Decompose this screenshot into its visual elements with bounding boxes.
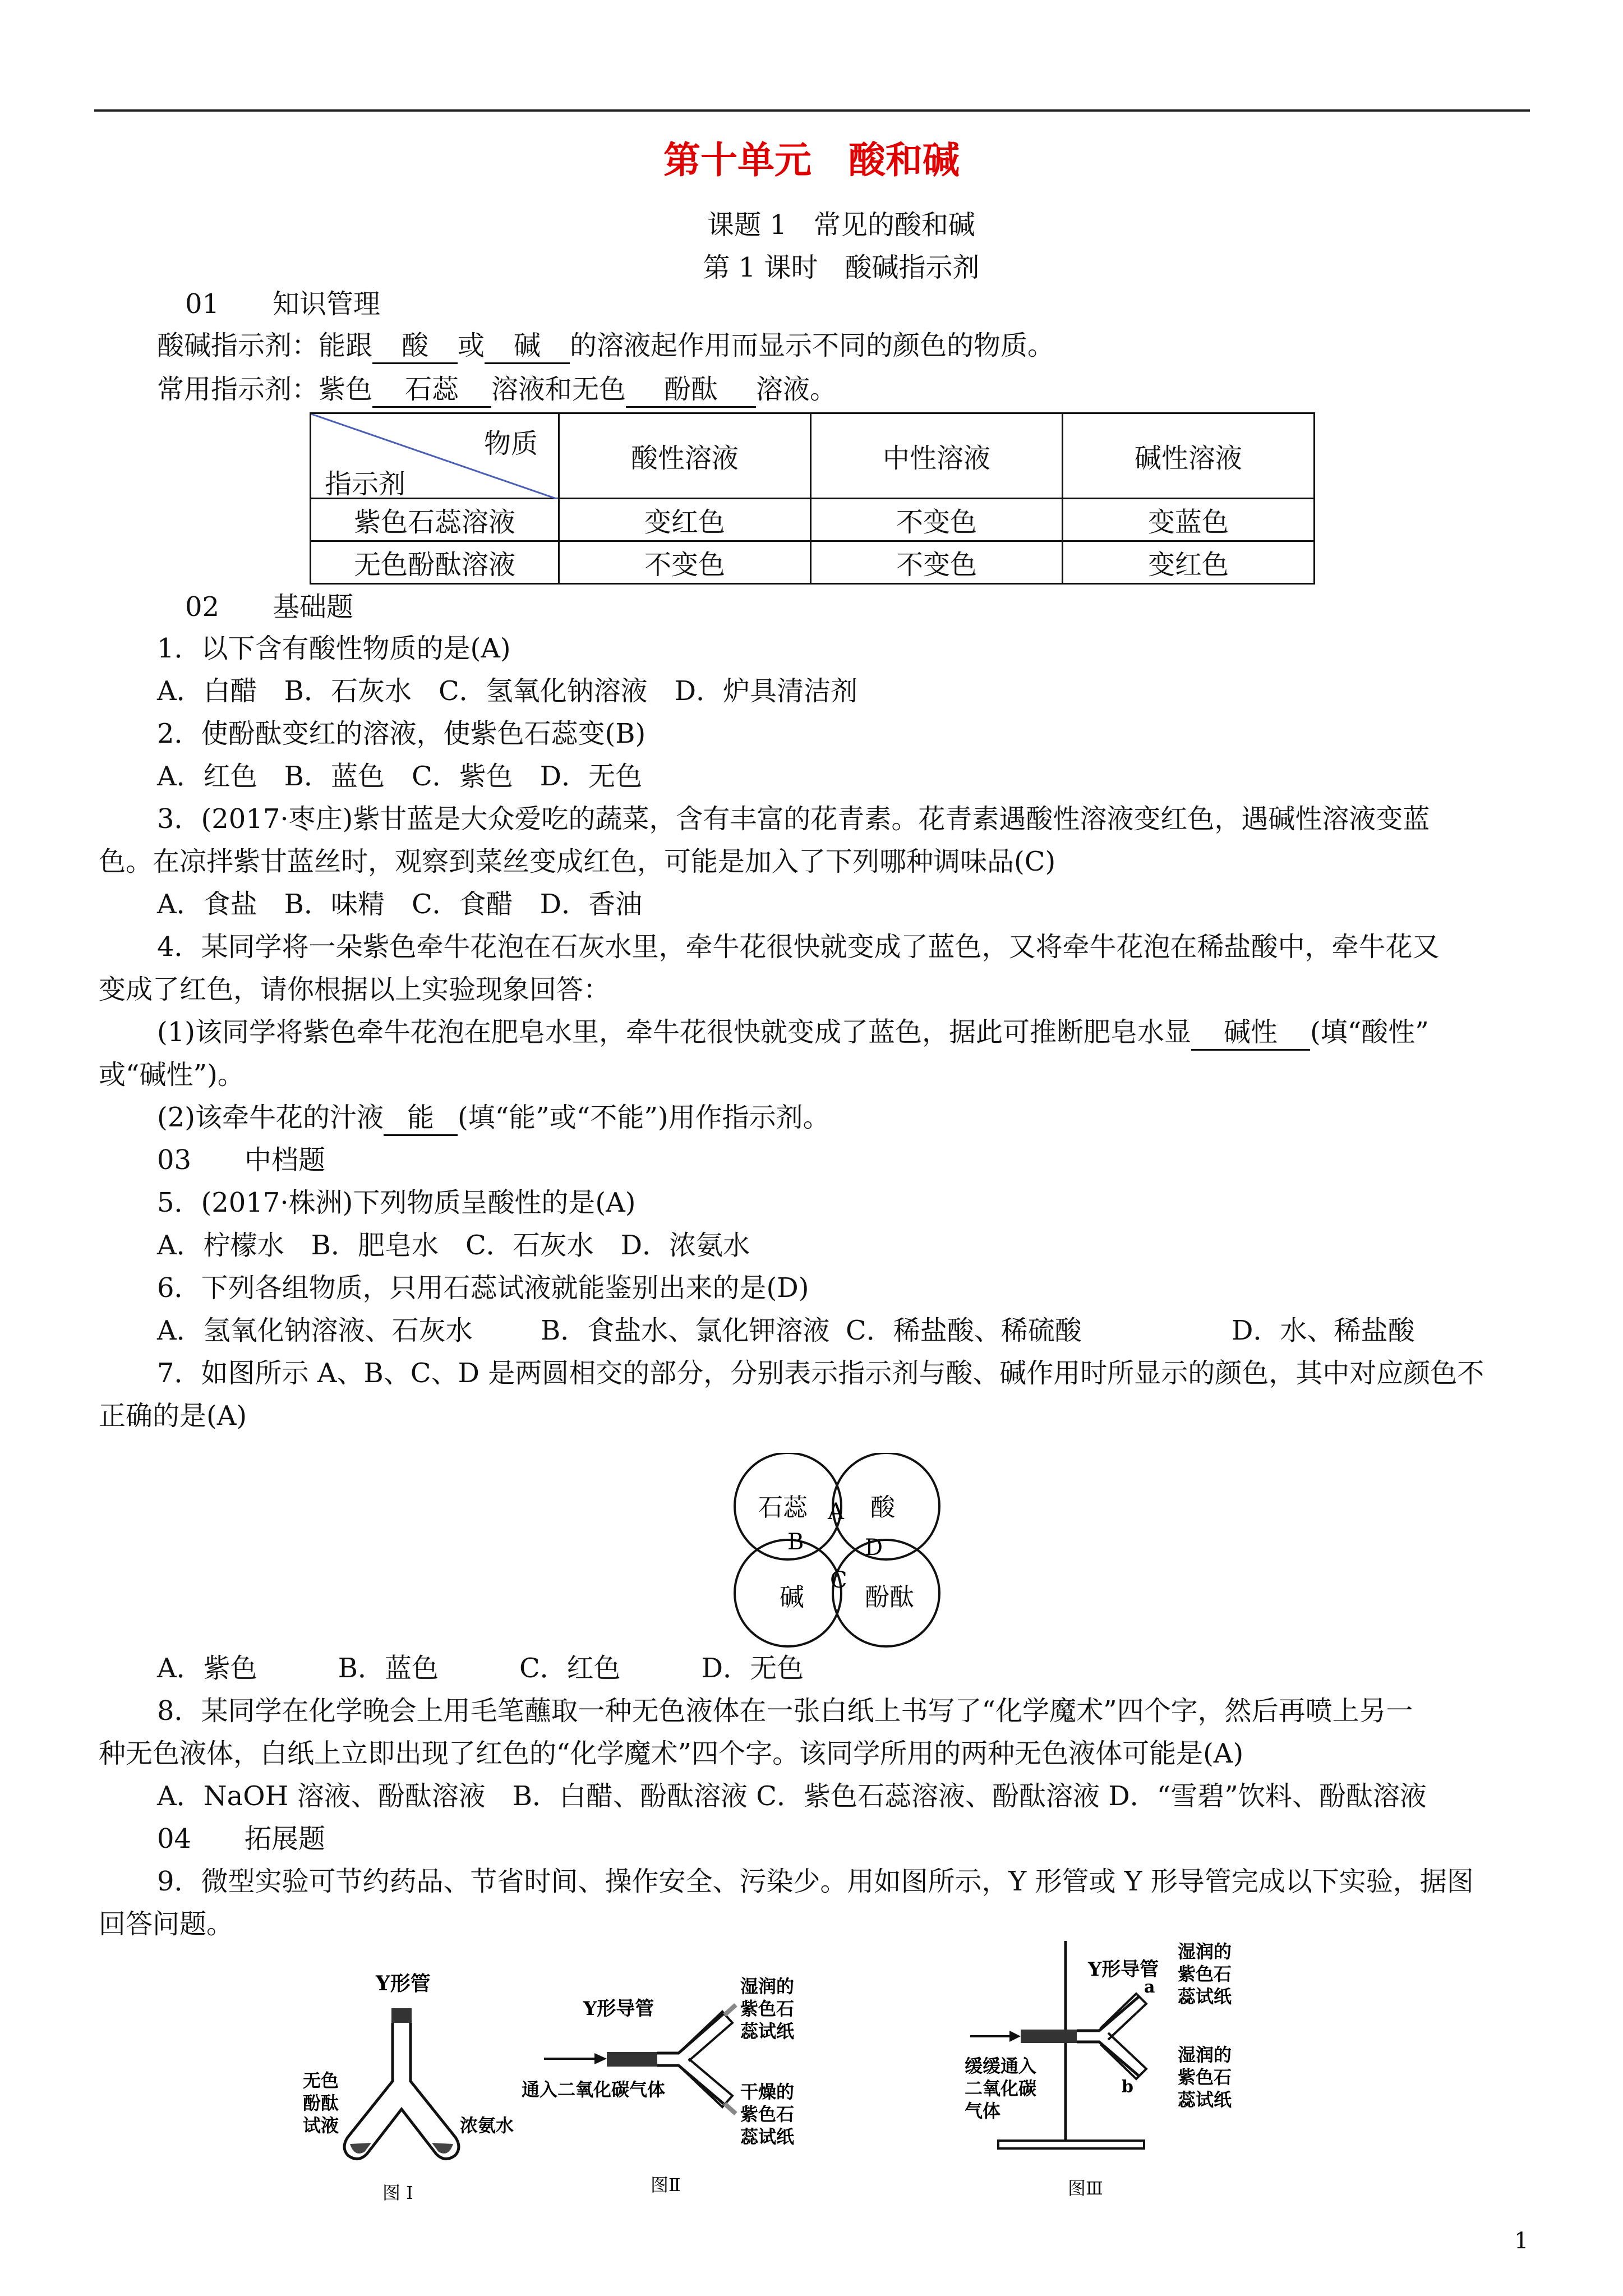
- figure-1-y-tube: [292, 1969, 527, 2205]
- fig1-left-label: 试液: [303, 2115, 339, 2136]
- q6-option-a: A．氢氧化钠溶液、石灰水: [157, 1315, 473, 1346]
- fig3-caption: 图Ⅲ: [1068, 2178, 1103, 2199]
- fig3-bottom-label: 蕊试纸: [1178, 2089, 1232, 2110]
- section-03-name: 中档题: [245, 1144, 326, 1176]
- fig2-bottom-label: 紫色石: [740, 2104, 795, 2125]
- figure-3-stand-apparatus: [953, 1930, 1267, 2205]
- q2-stem: 2．使酚酞变红的溶液，使紫色石蕊变(B): [157, 718, 646, 749]
- q8-line2: 种无色液体，白纸上立即出现了红色的“化学魔术”四个字。该同学所用的两种无色液体可能是(A): [99, 1738, 1244, 1769]
- blank-phenolphthalein: 酚酞: [626, 372, 756, 408]
- venn-letter-d: D: [865, 1535, 883, 1561]
- def1-suffix: 的溶液起作用而显示不同的颜色的物质。: [570, 330, 1055, 361]
- q4-part2-prefix: (2)该牵牛花的汁液: [157, 1102, 384, 1133]
- q7-line1: 7．如图所示 A、B、C、D 是两圆相交的部分，分别表示指示剂与酸、碱作用时所显示的颜色，其中对应颜色不: [157, 1358, 1484, 1389]
- venn-letter-b: B: [787, 1529, 804, 1555]
- table-cell: 变蓝色: [1063, 499, 1315, 541]
- fig3-stand-base: [998, 2141, 1144, 2148]
- section-02-number: 02: [185, 591, 220, 623]
- section-01-number: 01: [185, 288, 220, 320]
- fig2-top-label: 紫色石: [740, 1998, 795, 2019]
- q4-line2: 变成了红色，请你根据以上实验现象回答：: [99, 974, 611, 1005]
- header-base: 碱性溶液: [1063, 413, 1315, 499]
- table-cell: 变红色: [559, 499, 811, 541]
- period-title: 第 1 课时 酸碱指示剂: [703, 252, 980, 283]
- fig2-top-label: 湿润的: [740, 1976, 795, 1997]
- fig3-tube: [1077, 1997, 1138, 2076]
- definition-common: [157, 372, 837, 408]
- fig2-tube-label: Y形导管: [583, 1998, 654, 2020]
- fig2-bottom-label: 蕊试纸: [740, 2126, 795, 2147]
- venn-letter-a: A: [828, 1499, 844, 1525]
- fig2-stopper: [607, 2052, 657, 2067]
- q8-line1: 8．某同学在化学晚会上用毛笔蘸取一种无色液体在一张白纸上书写了“化学魔术”四个字，然后再喷上另一: [157, 1695, 1413, 1727]
- fig3-branches: [1100, 1994, 1146, 2079]
- q4-part2-suffix: (填“能”或“不能”)用作指示剂。: [458, 1102, 830, 1133]
- q6-option-b: B．食盐水、氯化钾溶液: [541, 1315, 830, 1346]
- section-04-name: 拓展题: [245, 1823, 326, 1855]
- q1-options: A．白醋 B．石灰水 C．氢氧化钠溶液 D．炉具清洁剂: [157, 675, 858, 707]
- q9-line1: 9．微型实验可节约药品、节省时间、操作安全、污染少。用如图所示，Y 形管或 Y 形导管完成以下实验，据图: [157, 1866, 1474, 1897]
- q7-line2: 正确的是(A): [99, 1400, 247, 1432]
- fig2-gas-label: 通入二氧化碳气体: [522, 2079, 666, 2100]
- row-name: 紫色石蕊溶液: [311, 499, 559, 541]
- def2-prefix: 常用指示剂：紫色: [157, 374, 373, 405]
- fig2-paper-top: [725, 2005, 736, 2015]
- table-corner: [311, 413, 559, 499]
- page-number: 1: [1514, 2228, 1529, 2254]
- definition-indicator: [157, 329, 1054, 364]
- def1-prefix: 酸碱指示剂：能跟: [157, 330, 373, 361]
- blank-acid: 酸: [372, 329, 458, 364]
- header-acid: 酸性溶液: [559, 413, 811, 499]
- q8-options: A．NaOH 溶液、酚酞溶液 B．白醋、酚酞溶液 C．紫色石蕊溶液、酚酞溶液 D．“雪碧”饮料、酚酞溶液: [157, 1780, 1427, 1812]
- fig3-bottom-label: 紫色石: [1178, 2067, 1232, 2088]
- fig2-arrow-head: [594, 2053, 607, 2064]
- fig3-arrow-head: [1009, 2031, 1021, 2042]
- section-02-name: 基础题: [273, 591, 354, 623]
- def2-mid: 溶液和无色: [491, 374, 626, 405]
- fig2-caption: 图Ⅱ: [651, 2174, 681, 2196]
- table-cell: 不变色: [811, 541, 1063, 584]
- q5-stem: 5．(2017·株洲)下列物质呈酸性的是(A): [157, 1187, 636, 1218]
- fig3-label-b: b: [1122, 2077, 1133, 2097]
- q9-line2: 回答问题。: [99, 1908, 234, 1940]
- section-03-number: 03: [157, 1144, 192, 1176]
- fig1-right-label: 浓氨水: [460, 2115, 514, 2136]
- table-cell: 不变色: [811, 499, 1063, 541]
- fig1-tube: [344, 2023, 459, 2159]
- q2-options: A．红色 B．蓝色 C．紫色 D．无色: [157, 761, 643, 792]
- unit-title: 第十单元 酸和碱: [663, 138, 960, 182]
- def1-mid: 或: [458, 330, 485, 361]
- q6-option-c: C．稀盐酸、稀硫酸: [846, 1315, 1082, 1346]
- table-cell: 不变色: [559, 541, 811, 584]
- indicator-table: [310, 412, 1315, 585]
- q7-options: A．紫色 B．蓝色 C．红色 D．无色: [157, 1653, 804, 1684]
- fig2-top-label: 蕊试纸: [740, 2021, 795, 2042]
- venn-label-phenol: 酚酞: [865, 1583, 914, 1612]
- venn-diagram: [723, 1453, 948, 1649]
- section-01-name: 知识管理: [273, 288, 381, 320]
- fig1-caption: 图 I: [382, 2182, 413, 2203]
- def2-suffix: 溶液。: [756, 374, 837, 405]
- venn-label-litmus: 石蕊: [758, 1493, 808, 1522]
- blank-base: 碱: [485, 329, 570, 364]
- section-04-number: 04: [157, 1823, 192, 1855]
- q3-line1: 3．(2017·枣庄)紫甘蓝是大众爱吃的蔬菜，含有丰富的花青素。花青素遇酸性溶液变红色，遇碱性溶液变蓝: [157, 803, 1430, 835]
- row-name: 无色酚酞溶液: [311, 541, 559, 584]
- fig3-top-label: 湿润的: [1178, 1941, 1232, 1962]
- venn-letter-c: C: [830, 1567, 847, 1593]
- fig3-tube-label: Y形导管: [1088, 1958, 1159, 1981]
- fig3-top-label: 蕊试纸: [1178, 1986, 1232, 2007]
- fig3-stopper: [1021, 2030, 1077, 2043]
- fig3-gas-label: 二氧化碳: [965, 2078, 1037, 2099]
- fig3-top-label: 紫色石: [1178, 1963, 1232, 1985]
- q5-options: A．柠檬水 B．肥皂水 C．石灰水 D．浓氨水: [157, 1230, 750, 1261]
- fig1-left-label: 无色: [303, 2070, 339, 2091]
- q4-part1-line2: 或“碱性”)。: [99, 1059, 245, 1091]
- q4-part1-suffix: (填“酸性”: [1310, 1016, 1429, 1048]
- table-cell: 变红色: [1063, 541, 1315, 584]
- venn-label-base: 碱: [780, 1583, 804, 1612]
- q6-stem: 6．下列各组物质，只用石蕊试液就能鉴别出来的是(D): [157, 1272, 809, 1304]
- blank-soap-answer: 碱性: [1191, 1015, 1310, 1051]
- q4-part1-prefix: (1)该同学将紫色牵牛花泡在肥皂水里，牵牛花很快就变成了蓝色，据此可推断肥皂水显: [157, 1016, 1191, 1048]
- venn-label-acid: 酸: [870, 1493, 895, 1522]
- q3-options: A．食盐 B．味精 C．食醋 D．香油: [157, 889, 643, 920]
- fig1-title: Y形管: [376, 1972, 431, 1995]
- fig2-branches: [679, 2012, 732, 2107]
- corner-top-label: 物质: [483, 428, 538, 459]
- fig3-label-a: a: [1144, 1977, 1155, 1997]
- top-rule: [94, 109, 1530, 112]
- q3-line2: 色。在凉拌紫甘蓝丝时，观察到菜丝变成红色，可能是加入了下列哪种调味品(C): [99, 846, 1056, 877]
- blank-can-answer: 能: [384, 1101, 458, 1136]
- q4-part1: [157, 1015, 1429, 1051]
- fig1-stopper: [391, 2008, 412, 2023]
- q4-part2: [157, 1101, 830, 1136]
- q4-line1: 4．某同学将一朵紫色牵牛花泡在石灰水里，牵牛花很快就变成了蓝色，又将牵牛花泡在稀盐酸中，牵牛花又: [157, 931, 1440, 963]
- fig3-gas-label: 气体: [965, 2100, 1001, 2122]
- corner-bottom-label: 指示剂: [325, 468, 406, 500]
- q1-stem: 1．以下含有酸性物质的是(A): [157, 633, 511, 664]
- fig1-left-label: 酚酞: [303, 2092, 339, 2114]
- figure-2-y-conduit: [510, 1969, 824, 2205]
- fig3-gas-label: 缓缓通入: [965, 2055, 1037, 2077]
- fig3-bottom-label: 湿润的: [1178, 2044, 1232, 2065]
- blank-litmus: 石蕊: [372, 372, 491, 408]
- q6-option-d: D．水、稀盐酸: [1232, 1315, 1415, 1346]
- header-neutral: 中性溶液: [811, 413, 1063, 499]
- lesson-title: 课题 1 常见的酸和碱: [707, 209, 975, 241]
- fig2-bottom-label: 干燥的: [740, 2081, 795, 2102]
- fig2-paper-bottom: [725, 2104, 736, 2114]
